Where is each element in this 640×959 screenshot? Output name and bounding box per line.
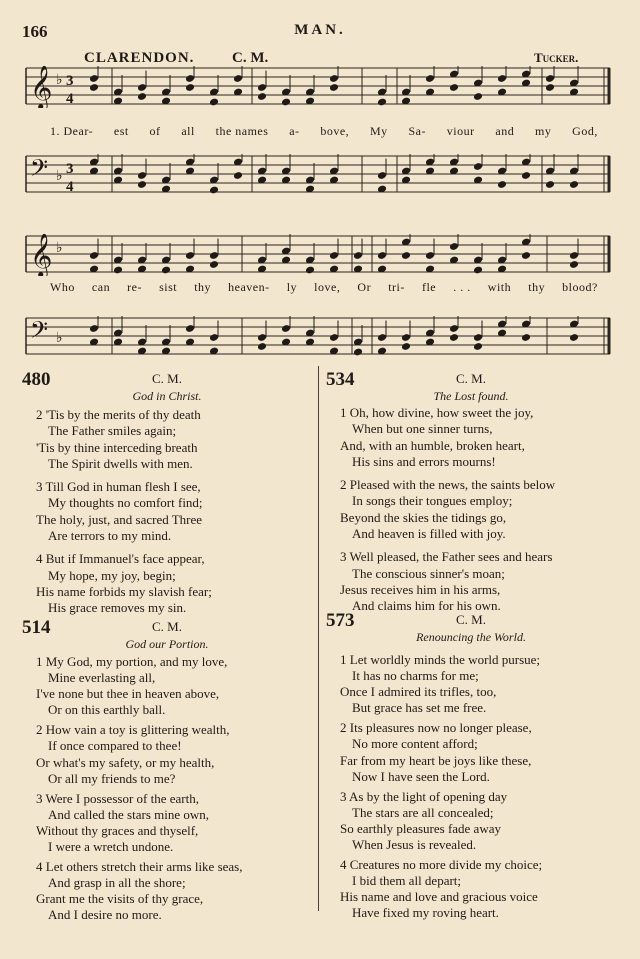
note-head — [521, 333, 531, 342]
note-head — [209, 186, 219, 195]
time-signature-top: 3 — [66, 73, 74, 89]
note-head — [569, 260, 579, 269]
note-head — [137, 180, 147, 189]
treble-clef-icon: 𝄞 — [30, 235, 53, 276]
stanza — [326, 857, 616, 921]
verse-line: Jesus receives him in his arms, — [340, 581, 501, 597]
verse-line: Mine everlasting all, — [48, 670, 156, 686]
verse-line: Without thy graces and thyself, — [36, 822, 199, 838]
note-head — [449, 333, 459, 342]
bass-clef-icon: 𝄢 — [30, 156, 49, 187]
verse-line: His grace removes my sin. — [48, 600, 187, 616]
verse-line: And, with an humble, broken heart, — [340, 437, 525, 453]
tune-name: CLARENDON. — [84, 50, 195, 66]
verse-line: 1 My God, my portion, and my love, — [36, 654, 228, 669]
verse-line: My hope, my joy, begin; — [48, 567, 176, 583]
lyric-syllable: tri- — [388, 280, 405, 294]
verse-line: In songs their tongues employ; — [352, 493, 513, 509]
verse-line: And I desire no more. — [48, 907, 162, 923]
lyric-syllable: the names — [215, 124, 269, 138]
verse-line: If once compared to thee! — [48, 738, 182, 754]
hymn-514 — [22, 617, 312, 923]
verse-line: The holy, just, and sacred Three — [36, 511, 203, 527]
lyric-syllable: thy — [528, 280, 546, 294]
stanza — [326, 789, 616, 853]
note-head — [209, 260, 219, 269]
stanza — [326, 477, 616, 542]
verse-line: No more content afford; — [352, 736, 478, 752]
hymn-subtitle: God our Portion. — [125, 637, 209, 651]
note-head — [137, 92, 147, 101]
verse-line: 4 But if Immanuel's face appear, — [36, 551, 205, 567]
lyric-syllable: est — [113, 124, 129, 138]
lyric-syllable: and — [495, 124, 515, 138]
stanza — [22, 479, 312, 544]
lyric-syllable: can — [91, 280, 111, 294]
verse-line: His sins and errors mourns! — [352, 453, 496, 469]
verse-line: His name and love and gracious voice — [340, 889, 538, 905]
hymn-534 — [326, 369, 616, 614]
note-head — [569, 180, 579, 189]
hymn-number: 480 — [22, 369, 51, 390]
flat-icon: ♭ — [56, 331, 63, 346]
treble-staff-1 — [22, 66, 614, 108]
note-head — [185, 83, 195, 92]
hymn-subtitle: The Lost found. — [433, 389, 509, 403]
hymn-meter: C. M. — [456, 612, 486, 627]
hymn-number: 514 — [22, 617, 51, 638]
lyric-syllable: ly — [286, 280, 298, 294]
stanza — [326, 652, 616, 716]
note-head — [569, 333, 579, 342]
lyric-syllable: Who — [50, 280, 75, 294]
verse-line: Beyond the skies the tidings go, — [340, 509, 507, 525]
note-head — [473, 342, 483, 351]
verse-line: 3 Well pleased, the Father sees and hears — [340, 549, 553, 565]
tune-meter: C. M. — [232, 50, 269, 66]
note-head — [161, 266, 171, 275]
stanza — [22, 791, 312, 855]
lyric-syllable: re- — [127, 280, 142, 294]
note-head — [209, 98, 219, 107]
verse-line: So earthly pleasures fade away — [340, 820, 501, 836]
hymn-meter: C. M. — [152, 619, 182, 634]
verse-line: 3 Till God in human flesh I see, — [36, 479, 201, 495]
verse-line: His name forbids my slavish fear; — [36, 583, 212, 599]
stanza — [22, 551, 312, 616]
verse-line: The stars are all concealed; — [352, 804, 494, 820]
page-number: 166 — [22, 22, 48, 41]
verse-line: 4 Creatures no more divide my choice; — [340, 857, 543, 873]
verse-line: I've none but thee in heaven above, — [36, 686, 220, 702]
bass-staff-2 — [22, 316, 614, 358]
lyric-syllable: a- — [289, 124, 300, 138]
stanza — [326, 405, 616, 470]
lyric-syllable: all — [181, 124, 195, 138]
note-head — [305, 266, 315, 275]
note-head — [257, 92, 267, 101]
stanza — [22, 859, 312, 923]
bass-clef-icon: 𝄢 — [30, 318, 49, 349]
verse-line: The Father smiles again; — [48, 423, 177, 439]
verse-line: 2 Its pleasures now no longer please, — [340, 720, 532, 736]
note-head — [353, 348, 363, 357]
note-head — [449, 83, 459, 92]
note-head — [329, 83, 339, 92]
flat-icon: ♭ — [56, 169, 63, 184]
verse-line: 'Tis by thine interceding breath — [36, 439, 198, 455]
lyric-syllable: of — [149, 124, 161, 138]
verse-line: I bid them all depart; — [352, 873, 462, 889]
verse-line: It has no charms for me; — [352, 668, 479, 684]
hymn-subtitle: Renouncing the World. — [416, 630, 526, 644]
verse-line: And called the stars mine own, — [48, 806, 210, 822]
lyric-syllable: thy — [194, 280, 212, 294]
note-head — [545, 180, 555, 189]
note-head — [89, 83, 99, 92]
tune-composer: Tucker. — [534, 50, 579, 65]
note-head — [473, 266, 483, 275]
stanza — [326, 549, 616, 614]
hymn-number: 573 — [326, 610, 355, 631]
lyric-syllable: my — [535, 124, 552, 138]
verse-line: Or all my friends to me? — [48, 770, 176, 786]
verse-line: 4 Let others stretch their arms like seas, — [36, 859, 243, 875]
verse-line: When Jesus is revealed. — [352, 837, 477, 853]
lyric-syllable: blood? — [562, 280, 598, 294]
hymn-number: 534 — [326, 369, 355, 390]
note-head — [521, 171, 531, 180]
stanza — [22, 654, 312, 718]
lyric-syllable: God, — [572, 124, 598, 138]
lyric-syllable: Sa- — [408, 124, 426, 138]
note-head — [113, 266, 123, 275]
note-head — [473, 92, 483, 101]
verse-line: My thoughts no comfort find; — [48, 495, 203, 511]
verse-line: And heaven is filled with joy. — [352, 526, 506, 542]
lyric-syllable: viour — [446, 124, 475, 138]
verse-line: 3 Were I possessor of the earth, — [36, 790, 199, 806]
note-head — [233, 171, 243, 180]
running-head: MAN. — [294, 22, 346, 38]
verse-line: Far from my heart be joys like these, — [340, 752, 532, 768]
hymn-573 — [326, 610, 616, 921]
note-head — [281, 98, 291, 107]
lyric-syllable: with — [487, 280, 512, 294]
treble-staff-2 — [22, 234, 614, 276]
flat-icon: ♭ — [56, 73, 63, 88]
flat-icon: ♭ — [56, 241, 63, 256]
verse-line: And grasp in all the shore; — [48, 875, 186, 891]
treble-clef-icon: 𝄞 — [30, 67, 53, 108]
verse-line: 1 Oh, how divine, how sweet the joy, — [340, 405, 534, 420]
verse-line: Or what's my safety, or my health, — [36, 754, 215, 770]
note-head — [521, 251, 531, 260]
verse-line: 2 How vain a toy is glittering wealth, — [36, 722, 230, 738]
lyric-syllable: . . . — [453, 280, 471, 294]
note-head — [401, 251, 411, 260]
verse-line: 2 Pleased with the news, the saints below — [340, 477, 556, 493]
lyric-syllable: love, — [314, 280, 341, 294]
stanza — [22, 722, 312, 786]
verse-line: The conscious sinner's moan; — [352, 565, 505, 581]
verse-line: Once I admired its trifles, too, — [340, 684, 497, 700]
verse-line: The Spirit dwells with men. — [48, 455, 193, 471]
time-signature-bottom: 4 — [66, 91, 74, 107]
verse-line: 1 Let worldly minds the world pursue; — [340, 652, 541, 667]
verse-line: Grant me the visits of thy grace, — [36, 891, 204, 907]
note-head — [401, 342, 411, 351]
lyric-syllable: heaven- — [228, 280, 270, 294]
bass-staff-1 — [22, 154, 614, 196]
note-head — [497, 180, 507, 189]
verse-line: Have fixed my roving heart. — [352, 905, 499, 921]
verse-line: And claims him for his own. — [352, 598, 501, 614]
verse-line: When but one sinner turns, — [352, 421, 493, 437]
lyric-syllable: sist — [159, 280, 178, 294]
hymn-meter: C. M. — [456, 371, 486, 386]
time-signature-top: 3 — [66, 161, 74, 177]
note-head — [377, 98, 387, 107]
lyric-syllable: My — [369, 124, 388, 138]
stanza — [22, 407, 312, 472]
lyric-syllable: 1. Dear- — [50, 124, 94, 138]
verse-line: Now I have seen the Lord. — [352, 768, 490, 784]
stanza — [326, 720, 616, 784]
note-head — [257, 342, 267, 351]
verse-line: 3 As by the light of opening day — [340, 788, 508, 804]
lyric-line-1 — [50, 124, 598, 139]
hymn-subtitle: God in Christ. — [132, 389, 202, 403]
time-signature-bottom: 4 — [66, 179, 74, 195]
verse-line: Or on this earthly ball. — [48, 702, 166, 718]
verse-line: I were a wretch undone. — [48, 839, 174, 855]
verse-line: Are terrors to my mind. — [48, 528, 172, 544]
note-head — [545, 83, 555, 92]
lyric-syllable: bove, — [320, 124, 350, 138]
verse-line: 2 'Tis by the merits of thy death — [36, 407, 201, 422]
hymn-480 — [22, 369, 312, 616]
lyric-syllable: fle — [421, 280, 437, 294]
hymn-meter: C. M. — [152, 371, 182, 386]
lyric-line-2 — [50, 280, 598, 295]
verse-line: But grace has set me free. — [352, 700, 487, 716]
lyric-syllable: Or — [357, 280, 372, 294]
column-divider — [318, 366, 319, 911]
